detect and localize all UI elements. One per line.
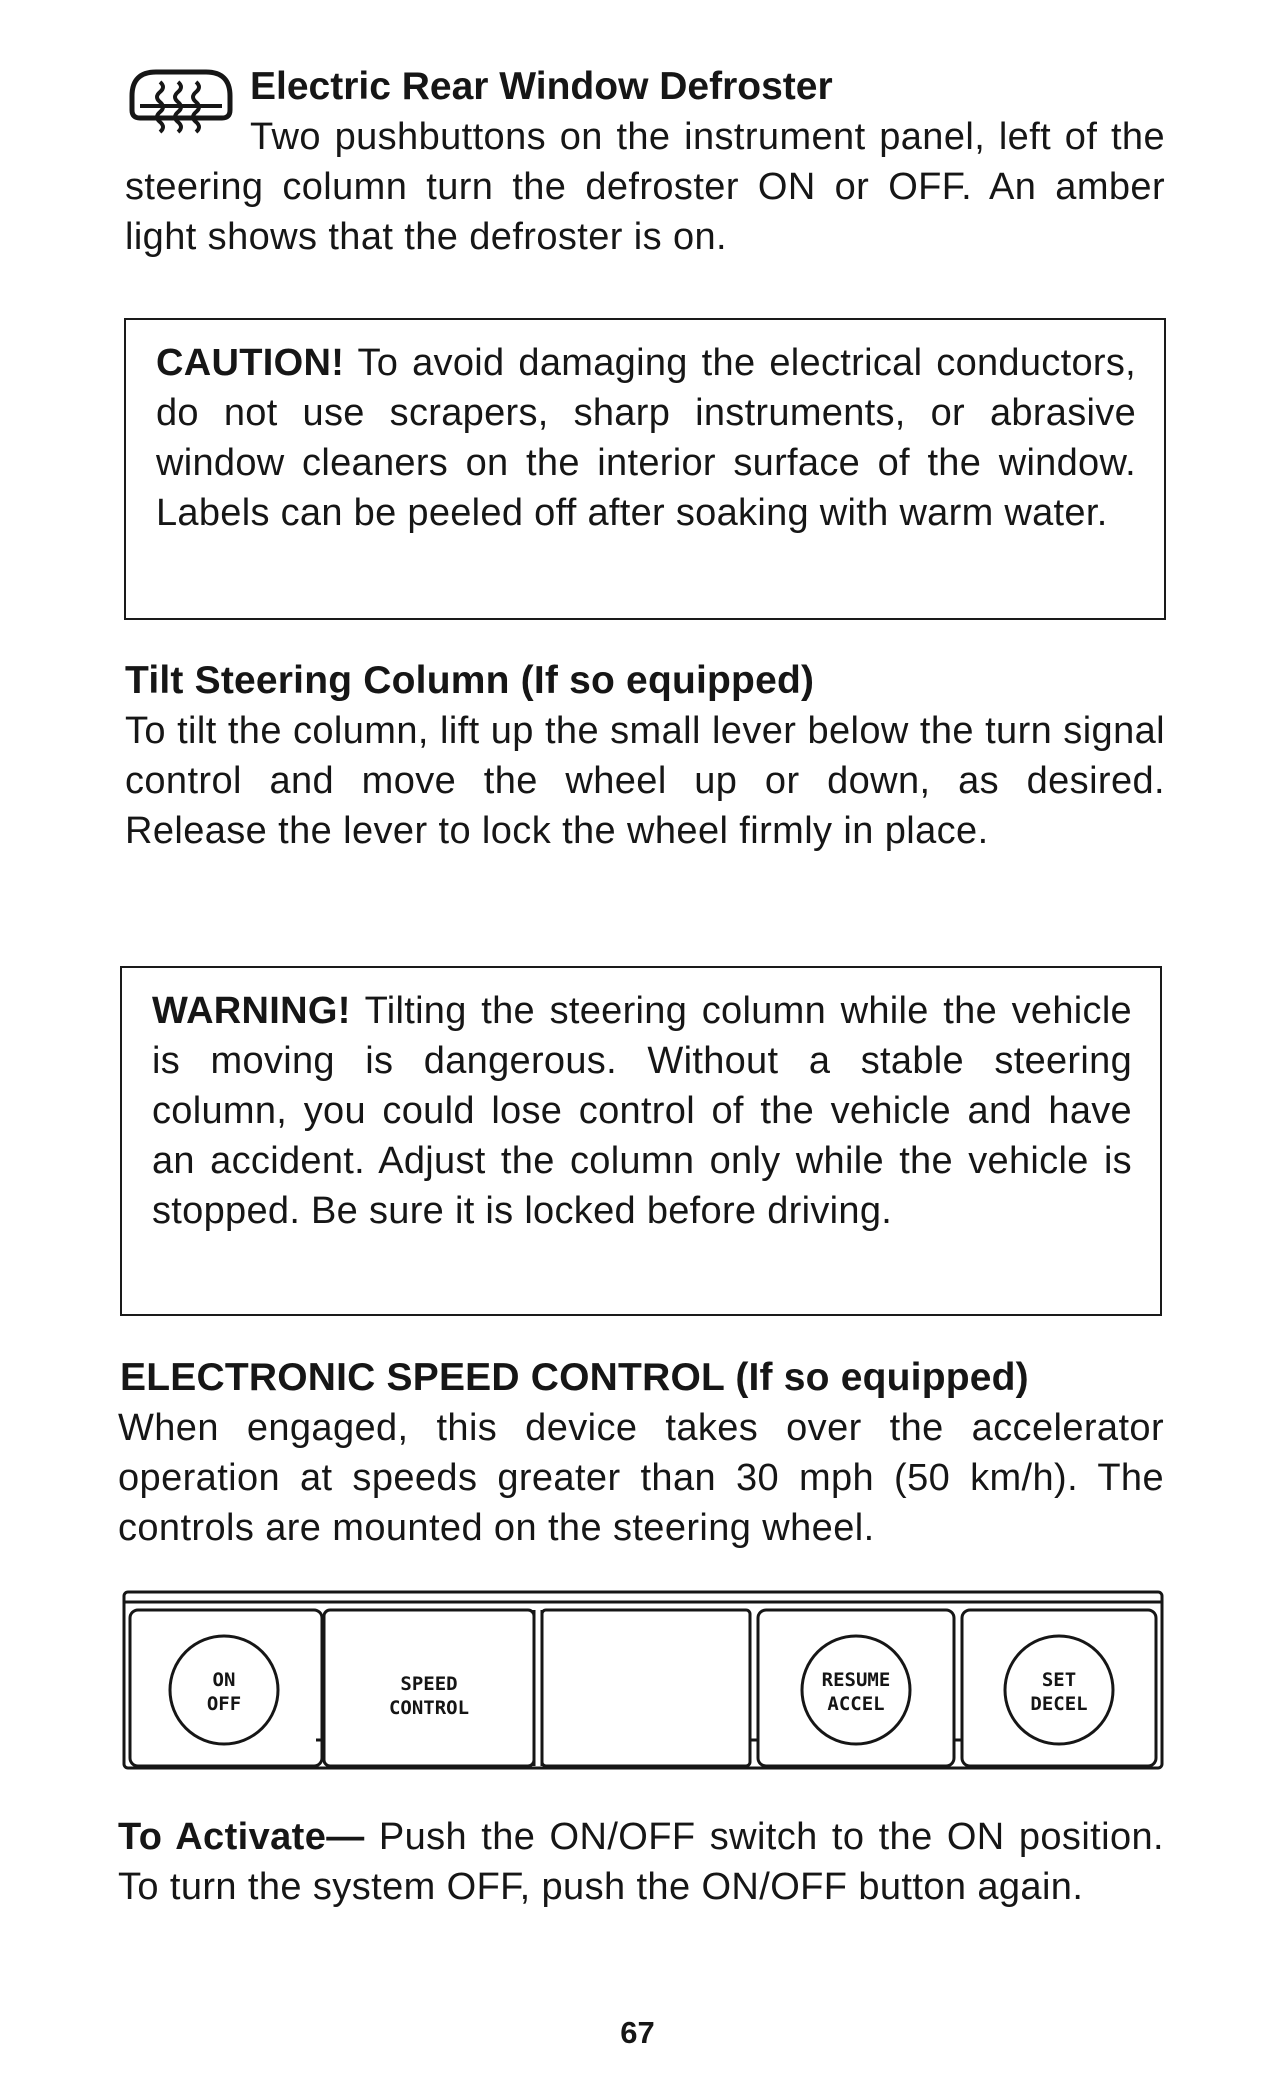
page-number: 67	[620, 2015, 655, 2050]
control-label: CONTROL	[388, 1697, 470, 1719]
tilt-title: Tilt Steering Column (If so equipped)	[125, 659, 815, 702]
off-label: OFF	[206, 1693, 242, 1715]
caution-label: CAUTION!	[156, 342, 345, 384]
speed-control-title: ELECTRONIC SPEED CONTROL (If so equipped)	[120, 1356, 1029, 1399]
warning-label: WARNING!	[152, 990, 351, 1032]
activate-text: Push the ON/OFF switch to the ON position. To turn the system OFF, push the ON/OFF button again.	[118, 1816, 1164, 1908]
defroster-body: Two pushbuttons on the instrument panel, left of the steering column turn the defroster ON or OFF. An amber light shows that the defroster is on.	[125, 116, 1165, 258]
caution-text: To avoid damaging the electrical conductors, do not use scrapers, sharp instruments, or abrasive window cleaners on the interior surface of the window. Labels can be peeled off after soaking with warm water.	[156, 342, 1137, 534]
resume-label: RESUME	[821, 1669, 891, 1691]
decel-label: DECEL	[1030, 1693, 1088, 1715]
blank-segment	[542, 1610, 750, 1766]
speed-label: SPEED	[400, 1673, 458, 1695]
warning-text: Tilting the steering column while the vehicle is moving is dangerous. Without a stable steering column, you could lose control of the vehicle and have an accident. Adjust the column only while the vehicle is stopped. Be sure it is locked before driving.	[152, 990, 1132, 1232]
speed-control-body: When engaged, this device takes over the accelerator operation at speeds greater than 30 mph (50 km/h). The controls are mounted on the steering wheel.	[118, 1407, 1164, 1549]
defroster-title: Electric Rear Window Defroster	[250, 65, 833, 108]
set-label: SET	[1041, 1669, 1077, 1691]
accel-label: ACCEL	[827, 1693, 885, 1715]
warning-box	[120, 966, 1162, 1316]
speed-control-panel-diagram	[122, 1590, 1164, 1770]
caution-box	[124, 318, 1166, 620]
on-label: ON	[212, 1669, 236, 1691]
tilt-body: To tilt the column, lift up the small lever below the turn signal control and move the wheel up or down, as desired. Release the lever to lock the wheel firmly in place.	[125, 710, 1165, 852]
activate-label: To Activate—	[118, 1816, 365, 1858]
activate-paragraph	[118, 1812, 1164, 1912]
